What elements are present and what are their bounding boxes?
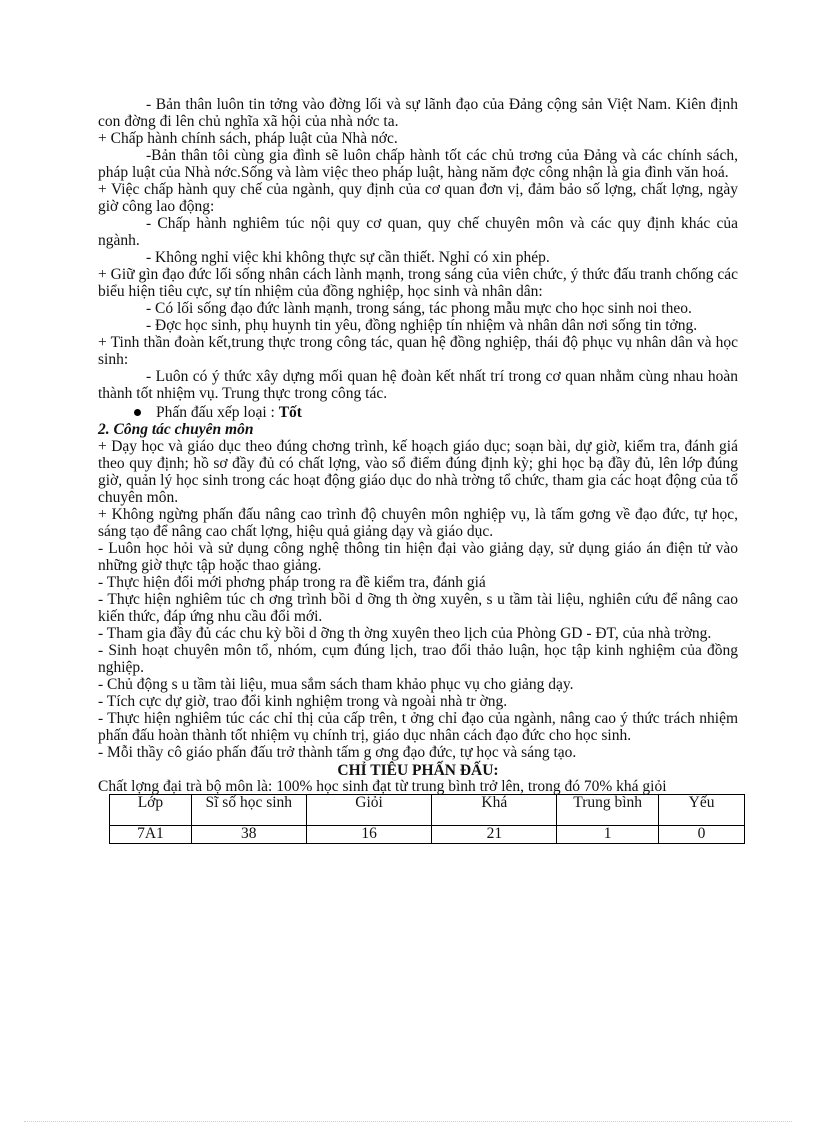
section-1 bbox=[98, 96, 738, 402]
table-header-cell: Lớp bbox=[110, 795, 192, 826]
paragraph: + Không ngừng phấn đấu nâng cao trình độ chuyên môn nghiệp vụ, là tấm gơng về đạo đức, tự học, sáng tạo để nâng cao chất lợng, hiệu quả giảng dạy và giáo dục. bbox=[98, 506, 738, 540]
section-2-heading: 2. Công tác chuyên môn bbox=[98, 421, 254, 438]
paragraph: - Luôn học hỏi và sử dụng công nghệ thông tin hiện đại vào giảng dạy, sử dụng giáo án điện tử vào những giờ thực tập hoặc thao giảng. bbox=[98, 540, 738, 574]
paragraph: - Thực hiện nghiêm túc các chỉ thị của cấp trên, t ởng chỉ đạo của ngành, nâng cao ý thức trách nhiệm phấn đấu hoàn thành tốt nhiệm vụ chính trị, giáo dục nhân cách đạo đức cho học sinh. bbox=[98, 710, 738, 744]
results-table bbox=[109, 794, 745, 844]
targets-title: CHỈ TIÊU PHẤN ĐẤU: bbox=[337, 762, 499, 779]
paragraph: - Sinh hoạt chuyên môn tổ, nhóm, cụm đúng lịch, trao đổi thảo luận, học tập kinh nghiệm của đồng nghiệp. bbox=[98, 642, 738, 676]
table-cell: 38 bbox=[191, 826, 306, 844]
targets-intro: Chất lợng đại trà bộ môn là: 100% học sinh đạt từ trung bình trở lên, trong đó 70% khá giỏi bbox=[98, 778, 667, 795]
table-cell: 1 bbox=[557, 826, 659, 844]
table-header-cell: Khá bbox=[432, 795, 557, 826]
rating-value: Tốt bbox=[278, 404, 302, 421]
paragraph: - Không nghỉ việc khi không thực sự cần thiết. Nghỉ có xin phép. bbox=[146, 249, 550, 266]
paragraph: + Dạy học và giáo dục theo đúng chơng trình, kế hoạch giáo dục; soạn bài, dự giờ, kiểm tra, đánh giá theo quy định; hồ sơ đầy đủ có chất lợng, vào sổ điểm đúng định kỳ; ghi học bạ đầy đủ, lên lớp đúng giờ, quản lý học sinh trong các hoạt động giáo dục do nhà trờng tổ chức, tham gia các hoạt động của tổ chuyên môn. bbox=[98, 438, 738, 506]
bullet-dot-icon bbox=[134, 409, 141, 416]
section-2 bbox=[98, 438, 738, 761]
paragraph: - Thực hiện nghiêm túc ch ơng trình bồi d ỡng th ờng xuyên, s u tầm tài liệu, nghiên cứu để nâng cao kiến thức, đáp ứng nhu cầu đổi mới. bbox=[98, 591, 738, 625]
paragraph: - Chấp hành nghiêm túc nội quy cơ quan, quy chế chuyên môn và các quy định khác của ngành. bbox=[98, 215, 738, 249]
rating-label: Phấn đấu xếp loại : bbox=[156, 404, 279, 421]
table-body bbox=[110, 826, 745, 844]
paragraph: - Luôn có ý thức xây dựng mối quan hệ đoàn kết nhất trí trong cơ quan nhằm cùng nhau hoàn thành tốt nhiệm vụ. Trung thực trong công tác. bbox=[98, 368, 738, 402]
paragraph: - Chủ động s u tầm tài liệu, mua sắm sách tham khảo phục vụ cho giảng dạy. bbox=[98, 676, 574, 693]
page-bottom-border bbox=[24, 1121, 792, 1122]
paragraph: - Tham gia đầy đủ các chu kỳ bồi d ỡng th ờng xuyên theo lịch của Phòng GD - ĐT, của nhà trờng. bbox=[98, 625, 712, 642]
table-cell: 7A1 bbox=[110, 826, 192, 844]
table-row bbox=[110, 826, 745, 844]
paragraph: - Có lối sống đạo đức lành mạnh, trong sáng, tác phong mẫu mực cho học sinh noi theo. bbox=[146, 300, 692, 317]
paragraph: + Chấp hành chính sách, pháp luật của Nhà nớc. bbox=[98, 130, 398, 147]
table-header-cell: Trung bình bbox=[557, 795, 659, 826]
table-cell: 0 bbox=[659, 826, 745, 844]
paragraph: + Việc chấp hành quy chế của ngành, quy định của cơ quan đơn vị, đảm bảo số lợng, chất lợng, ngày giờ công lao động: bbox=[98, 181, 738, 215]
paragraph: + Giữ gìn đạo đức lối sống nhân cách lành mạnh, trong sáng của viên chức, ý thức đấu tranh chống các biểu hiện tiêu cực, sự tín nhiệm của đồng nghiệp, học sinh và nhân dân: bbox=[98, 266, 738, 300]
paragraph: - Mỗi thầy cô giáo phấn đấu trở thành tấm g ơng đạo đức, tự học và sáng tạo. bbox=[98, 744, 577, 761]
paragraph: + Tinh thần đoàn kết,trung thực trong công tác, quan hệ đồng nghiệp, thái độ phục vụ nhân dân và học sinh: bbox=[98, 334, 738, 368]
paragraph: - Thực hiện đổi mới phơng pháp trong ra đề kiểm tra, đánh giá bbox=[98, 574, 486, 591]
paragraph: - Tích cực dự giờ, trao đổi kinh nghiệm trong và ngoài nhà tr ờng. bbox=[98, 693, 508, 710]
paragraph: -Bản thân tôi cùng gia đình sẽ luôn chấp hành tốt các chủ trơng của Đảng và các chính sách, pháp luật của Nhà nớc.Sống và làm việc theo pháp luật, hàng năm đợc công nhận là gia đình văn hoá. bbox=[98, 147, 738, 181]
table-header-cell: Giỏi bbox=[306, 795, 432, 826]
table-header-row bbox=[110, 795, 745, 826]
paragraph: - Đợc học sinh, phụ huynh tin yêu, đồng nghiệp tín nhiệm và nhân dân nơi sống tin tởng. bbox=[146, 317, 698, 334]
table-cell: 21 bbox=[432, 826, 557, 844]
rating-bullet bbox=[98, 404, 738, 421]
table-cell: 16 bbox=[306, 826, 432, 844]
paragraph: - Bản thân luôn tin tởng vào đờng lối và sự lãnh đạo của Đảng cộng sản Việt Nam. Kiên định con đờng đi lên chủ nghĩa xã hội của nhà nớc ta. bbox=[98, 96, 738, 130]
table-header-cell: Yếu bbox=[659, 795, 745, 826]
document-page bbox=[98, 96, 738, 844]
table-header-cell: Sĩ số học sinh bbox=[191, 795, 306, 826]
